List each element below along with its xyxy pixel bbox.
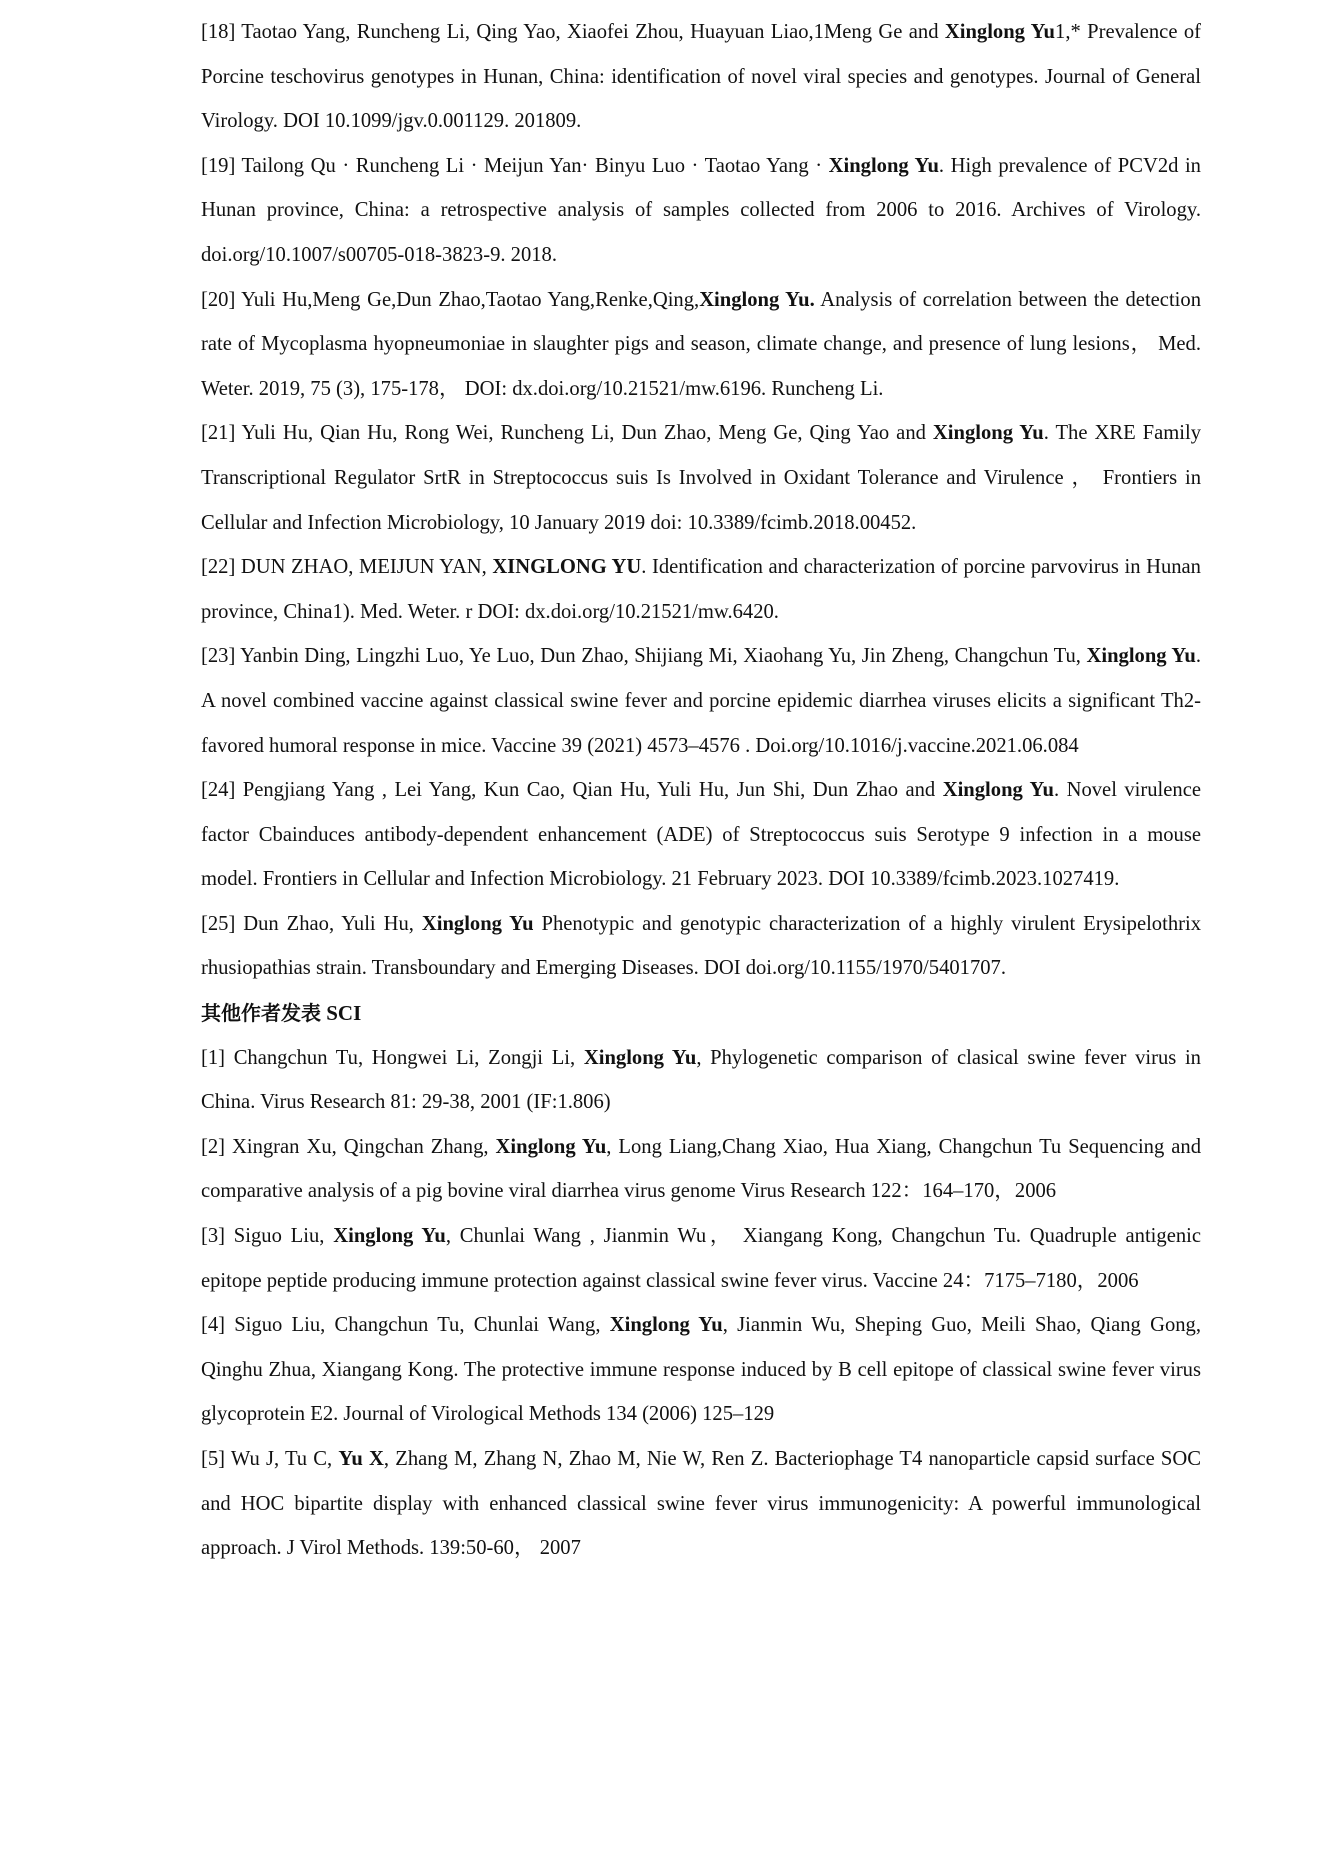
reference-text: [5] Wu J, Tu C, xyxy=(201,1448,339,1470)
highlighted-author: Xinglong Yu xyxy=(942,779,1054,802)
highlighted-author: Xinglong Yu. xyxy=(699,288,815,311)
highlighted-author: XINGLONG YU xyxy=(492,556,642,579)
reference-text: , Long Liang,Chang Xiao, Hua Xiang, Changchun Tu Sequencing and comparative analysis of a pig bovine viral diarrhea virus genome Virus Research 122：164–170，2006 xyxy=(201,1135,1201,1203)
highlighted-author: Xinglong Yu xyxy=(421,912,534,935)
reference-text: [18] Taotao Yang, Runcheng Li, Qing Yao, Xiaofei Zhou, Huayuan Liao,1Meng Ge and xyxy=(201,21,945,43)
reference-text: [2] Xingran Xu, Qingchan Zhang, xyxy=(201,1135,496,1158)
reference-text: . A novel combined vaccine against classical swine fever and porcine epidemic diarrhea viruses elicits a significant Th2-favored humoral response in mice. Vaccine 39 (2021) 4573–4576 . Doi.org/10.1016/j.vaccine.2021.06.084 xyxy=(201,645,1201,757)
reference-entry xyxy=(201,411,1201,545)
reference-text: [4] Siguo Liu, Changchun Tu, Chunlai Wang, xyxy=(201,1314,610,1337)
section-heading-en: SCI xyxy=(321,1001,362,1026)
reference-list-main xyxy=(201,10,1201,991)
section-heading-zh: 其他作者发表 xyxy=(201,1001,321,1026)
reference-text: . High prevalence of PCV2d in Hunan province, China: a retrospective analysis of samples collected from 2006 to 2016. Archives of Virology. doi.org/10.1007/s00705-018-3823-9. 2018. xyxy=(201,154,1201,266)
highlighted-author: Xinglong Yu xyxy=(828,154,939,177)
reference-text: [1] Changchun Tu, Hongwei Li, Zongji Li, xyxy=(201,1046,584,1069)
section-heading xyxy=(201,991,1201,1036)
highlighted-author: Xinglong Yu xyxy=(1086,645,1196,668)
reference-text: [22] DUN ZHAO, MEIJUN YAN, xyxy=(201,556,493,579)
reference-text: . Identification and characterization of porcine parvovirus in Hunan province, China1). Med. Weter. r DOI: dx.doi.org/10.21521/mw.6420. xyxy=(201,556,1201,623)
reference-text: [25] Dun Zhao, Yuli Hu, xyxy=(201,912,422,935)
reference-entry xyxy=(201,1214,1201,1303)
reference-text: [3] Siguo Liu, xyxy=(201,1225,334,1248)
reference-text: , Zhang M, Zhang N, Zhao M, Nie W, Ren Z. Bacteriophage T4 nanoparticle capsid surface SOC and HOC bipartite display with enhanced classical swine fever virus immunogenicity: A powerful immunological approach. J Virol Methods. 139:50-60， 2007 xyxy=(201,1448,1201,1560)
reference-text: [23] Yanbin Ding, Lingzhi Luo, Ye Luo, Dun Zhao, Shijiang Mi, Xiaohang Yu, Jin Zheng, Changchun Tu, xyxy=(201,645,1087,668)
reference-text: . Novel virulence factor Cbainduces antibody-dependent enhancement (ADE) of Streptococcus suis Serotype 9 infection in a mouse model. Frontiers in Cellular and Infection Microbiology. 21 February 2023. DOI 10.3389/fcimb.2023.1027419. xyxy=(201,779,1201,891)
reference-entry xyxy=(201,144,1201,278)
reference-entry xyxy=(201,634,1201,768)
highlighted-author: Xinglong Yu xyxy=(944,21,1056,43)
reference-text: , Phylogenetic comparison of clasical swine fever virus in China. Virus Research 81: 29-38, 2001 (IF:1.806) xyxy=(201,1046,1201,1114)
reference-text: , Jianmin Wu, Sheping Guo, Meili Shao, Qiang Gong, Qinghu Zhua, Xiangang Kong. The protective immune response induced by B cell epitope of classical swine fever virus glycoprotein E2. Journal of Virological Methods 134 (2006) 125–129 xyxy=(201,1314,1201,1426)
highlighted-author: Xinglong Yu xyxy=(583,1046,697,1069)
reference-text: , Chunlai Wang , Jianmin Wu， Xiangang Kong, Changchun Tu. Quadruple antigenic epitope peptide producing immune protection against classical swine fever virus. Vaccine 24：7175–7180，2006 xyxy=(201,1225,1202,1292)
reference-entry xyxy=(201,768,1201,902)
reference-entry xyxy=(201,1303,1201,1437)
reference-text: [24] Pengjiang Yang , Lei Yang, Kun Cao, Qian Hu, Yuli Hu, Jun Shi, Dun Zhao and xyxy=(201,779,943,802)
highlighted-author: Yu X xyxy=(338,1448,384,1470)
highlighted-author: Xinglong Yu xyxy=(609,1314,723,1337)
highlighted-author: Xinglong Yu xyxy=(333,1225,446,1248)
reference-entry xyxy=(201,278,1201,412)
highlighted-author: Xinglong Yu xyxy=(932,422,1044,445)
reference-text: . The XRE Family Transcriptional Regulator SrtR in Streptococcus suis Is Involved in Oxidant Tolerance and Virulence ， Frontiers in Cellular and Infection Microbiology, 10 January 2019 doi: 10.3389/fcimb.2018.00452. xyxy=(201,422,1202,534)
reference-entry xyxy=(201,545,1201,634)
reference-text: 1,* Prevalence of Porcine teschovirus genotypes in Hunan, China: identification of novel viral species and genotypes. Journal of General Virology. DOI 10.1099/jgv.0.001129. 201809. xyxy=(201,21,1201,133)
reference-text: Phenotypic and genotypic characterization of a highly virulent Erysipelothrix rhusiopathias strain. Transboundary and Emerging Diseases. DOI doi.org/10.1155/1970/5401707. xyxy=(201,912,1201,980)
reference-entry xyxy=(201,1036,1201,1125)
reference-entry xyxy=(201,10,1201,144)
reference-list-other xyxy=(201,1036,1201,1571)
reference-text: Analysis of correlation between the detection rate of Mycoplasma hyopneumoniae in slaughter pigs and season, climate change, and presence of lung lesions， Med. Weter. 2019, 75 (3), 175-178， DOI: dx.doi.org/10.21521/mw.6196. Runcheng Li. xyxy=(201,288,1201,400)
reference-text: [20] Yuli Hu,Meng Ge,Dun Zhao,Taotao Yang,Renke,Qing, xyxy=(201,288,700,311)
reference-entry xyxy=(201,1437,1201,1571)
reference-text: [19] Tailong Qu · Runcheng Li · Meijun Yan· Binyu Luo · Taotao Yang · xyxy=(201,154,829,177)
document-page xyxy=(201,10,1201,1571)
reference-text: [21] Yuli Hu, Qian Hu, Rong Wei, Runcheng Li, Dun Zhao, Meng Ge, Qing Yao and xyxy=(201,422,933,445)
reference-entry xyxy=(201,1125,1201,1214)
reference-entry xyxy=(201,902,1201,991)
highlighted-author: Xinglong Yu xyxy=(495,1135,607,1158)
